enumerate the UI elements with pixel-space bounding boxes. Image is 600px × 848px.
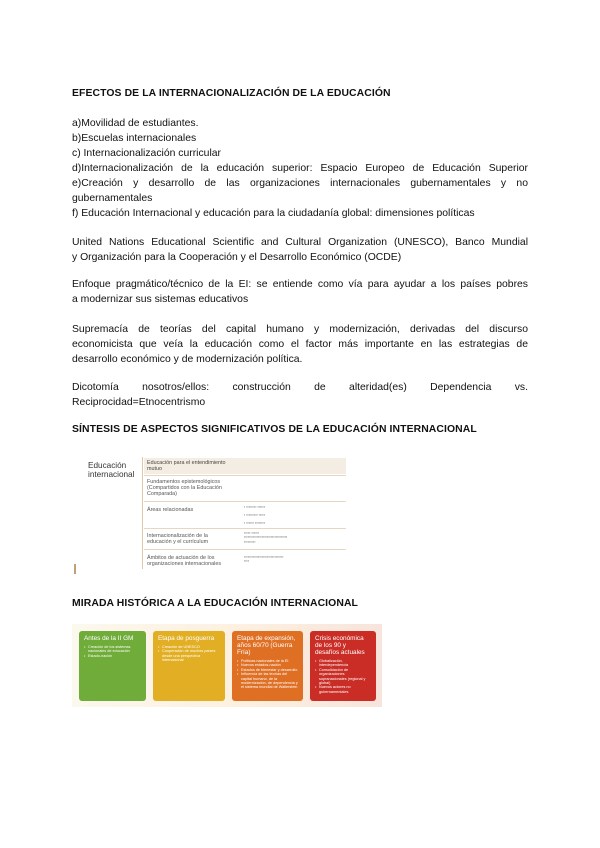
figure-row-label	[147, 479, 222, 497]
figure-fine-print: ▪ ▪▪▪▪▪▪▪▪ ▪▪▪▪▪▪	[244, 505, 266, 509]
figure-cell-line: (Compartidos con la Educación	[147, 485, 222, 491]
figure-row-divider	[144, 501, 346, 502]
figure-fine-print: ▪▪▪▪▪▪▪▪▪▪▪▪▪▪▪▪▪▪▪▪▪▪▪▪▪▪▪▪▪▪▪ ▪▪▪▪	[244, 555, 284, 564]
timeline-stage	[232, 631, 303, 701]
heading-efectos: EFECTOS DE LA INTERNACIONALIZACIÓN DE LA EDUCACIÓN	[72, 88, 391, 99]
figure-row-divider	[144, 549, 346, 550]
figure-row-label	[147, 533, 208, 545]
stage-list	[237, 659, 298, 690]
paragraph-supremacia	[72, 322, 528, 367]
stage-item: • Consolidación de organizaciones supranacionales (regional y global)	[315, 668, 371, 686]
list-item: d)Internacionalización de la educación superior: Espacio Europeo de Educación Superior	[72, 163, 528, 174]
timeline-stage	[310, 631, 376, 701]
paragraph-line: economicista que veía la educación como el factor más importante en las estrategias de	[72, 339, 528, 350]
figure-cell-line: Comparada)	[147, 491, 177, 497]
stage-item: • Cooperación de muchos países desde una perspectiva internacional	[158, 649, 220, 662]
paragraph-line: desarrollo económico y de modernización política.	[72, 354, 303, 365]
effects-list	[72, 116, 528, 221]
paragraph-organizations	[72, 235, 528, 265]
paragraph-line: Enfoque pragmático/técnico de la EI: se entiende como vía para ayudar a los países pobres	[72, 279, 528, 290]
figure-title	[88, 461, 134, 479]
figure-accent	[74, 564, 76, 574]
figure-cell-line: mutuo	[147, 466, 162, 472]
figure-header-cell	[147, 460, 226, 472]
list-item: e)Creación y desarrollo de las organizaciones internacionales gubernamentales y no	[72, 178, 528, 189]
paragraph-dicotomia	[72, 380, 528, 410]
stage-item: • Nuevos actores no gubernamentales	[315, 685, 371, 694]
stage-list	[158, 645, 220, 663]
figure-fine-print: ▪ ▪▪▪▪▪▪▪▪▪ ▪▪▪▪▪	[244, 513, 266, 517]
figure-title-line: Educación	[88, 461, 127, 470]
paragraph-line: Reciprocidad=Etnocentrismo	[72, 397, 206, 408]
paragraph-enfoque	[72, 277, 528, 307]
stage-item: • Estado-nación	[84, 654, 141, 658]
figure-fine-print: ▪ ▪▪▪▪▪▪ ▪▪▪▪▪▪▪▪	[244, 521, 266, 525]
figure-cell-line: Educación para el entendimiento	[147, 460, 226, 466]
heading-sintesis: SÍNTESIS DE ASPECTOS SIGNIFICATIVOS DE LA EDUCACIÓN INTERNACIONAL	[72, 424, 477, 435]
stage-list	[315, 659, 371, 694]
list-item: b)Escuelas internacionales	[72, 133, 197, 144]
figure-cell-line: organizaciones internacionales	[147, 561, 222, 567]
figure-title-line: internacional	[88, 470, 135, 479]
heading-mirada: MIRADA HISTÓRICA A LA EDUCACIÓN INTERNACIONAL	[72, 598, 358, 609]
figure-cell-line: Internacionalización de la	[147, 533, 208, 539]
stage-title: Etapa de posguerra	[158, 635, 215, 642]
figure-row-label	[147, 555, 221, 567]
figure-row-divider	[144, 475, 346, 476]
figure-cell-line: Ámbitos de actuación de los	[147, 555, 215, 561]
figure-divider	[142, 457, 143, 569]
paragraph-line: Dicotomía nosotros/ellos: construcción de alteridad(es) Dependencia vs.	[72, 382, 528, 393]
list-item: f) Educación Internacional y educación para la ciudadanía global: dimensiones políticas	[72, 208, 475, 219]
stage-item: • Creación de UNESCO	[158, 645, 220, 649]
stage-title: Etapa de expansión, años 60/70 (Guerra Fría)	[237, 635, 296, 656]
timeline-stage	[153, 631, 225, 701]
paragraph-line: a modernizar sus sistemas educativos	[72, 294, 249, 305]
stage-item: • Nuevos estados-nación	[237, 663, 298, 667]
stage-title: Antes de la II GM	[84, 635, 134, 642]
stage-item: • Creación de los sistemas nacionales de educación	[84, 645, 141, 654]
stage-item: • Influencia de las teorías del capital humano, de la modernización, de dependencia y el sistema mundial de Wallerstein	[237, 672, 298, 690]
stage-title: Crisis económica de los 90 y desafíos actuales	[315, 635, 365, 656]
stage-item: • Globalización, interdependencia	[315, 659, 371, 668]
figure-row-label: Áreas relacionadas	[147, 507, 194, 513]
paragraph-line: United Nations Educational Scientific and Cultural Organization (UNESCO), Banco Mundial	[72, 237, 528, 248]
stage-item: • Políticas nacionales de la EI	[237, 659, 298, 663]
paragraph-line: Supremacía de teorías del capital humano y modernización, derivadas del discurso	[72, 324, 528, 335]
figure-cell-line: educación y el currículum	[147, 539, 209, 545]
list-item: gubernamentales	[72, 193, 153, 204]
timeline-figure	[72, 624, 382, 707]
summary-figure	[72, 451, 350, 576]
list-item: a)Movilidad de estudiantes.	[72, 118, 199, 129]
figure-fine-print: ▪▪▪▪▪ ▪▪▪▪▪▪ ▪▪▪▪▪▪▪▪▪▪▪▪▪▪▪▪▪▪▪▪▪▪▪▪▪▪▪▪▪▪▪▪▪▪ ▪▪▪▪▪▪▪▪▪	[244, 531, 288, 544]
figure-row-divider	[144, 528, 346, 529]
stage-item: • Estados de bienestar y desarrollo	[237, 668, 298, 672]
stage-list	[84, 645, 141, 658]
list-item: c) Internacionalización curricular	[72, 148, 221, 159]
timeline-stage	[79, 631, 146, 701]
figure-cell-line: Fundamentos epistemológicos	[147, 479, 221, 485]
paragraph-line: y Organización para la Cooperación y el Desarrollo Económico (OCDE)	[72, 252, 402, 263]
